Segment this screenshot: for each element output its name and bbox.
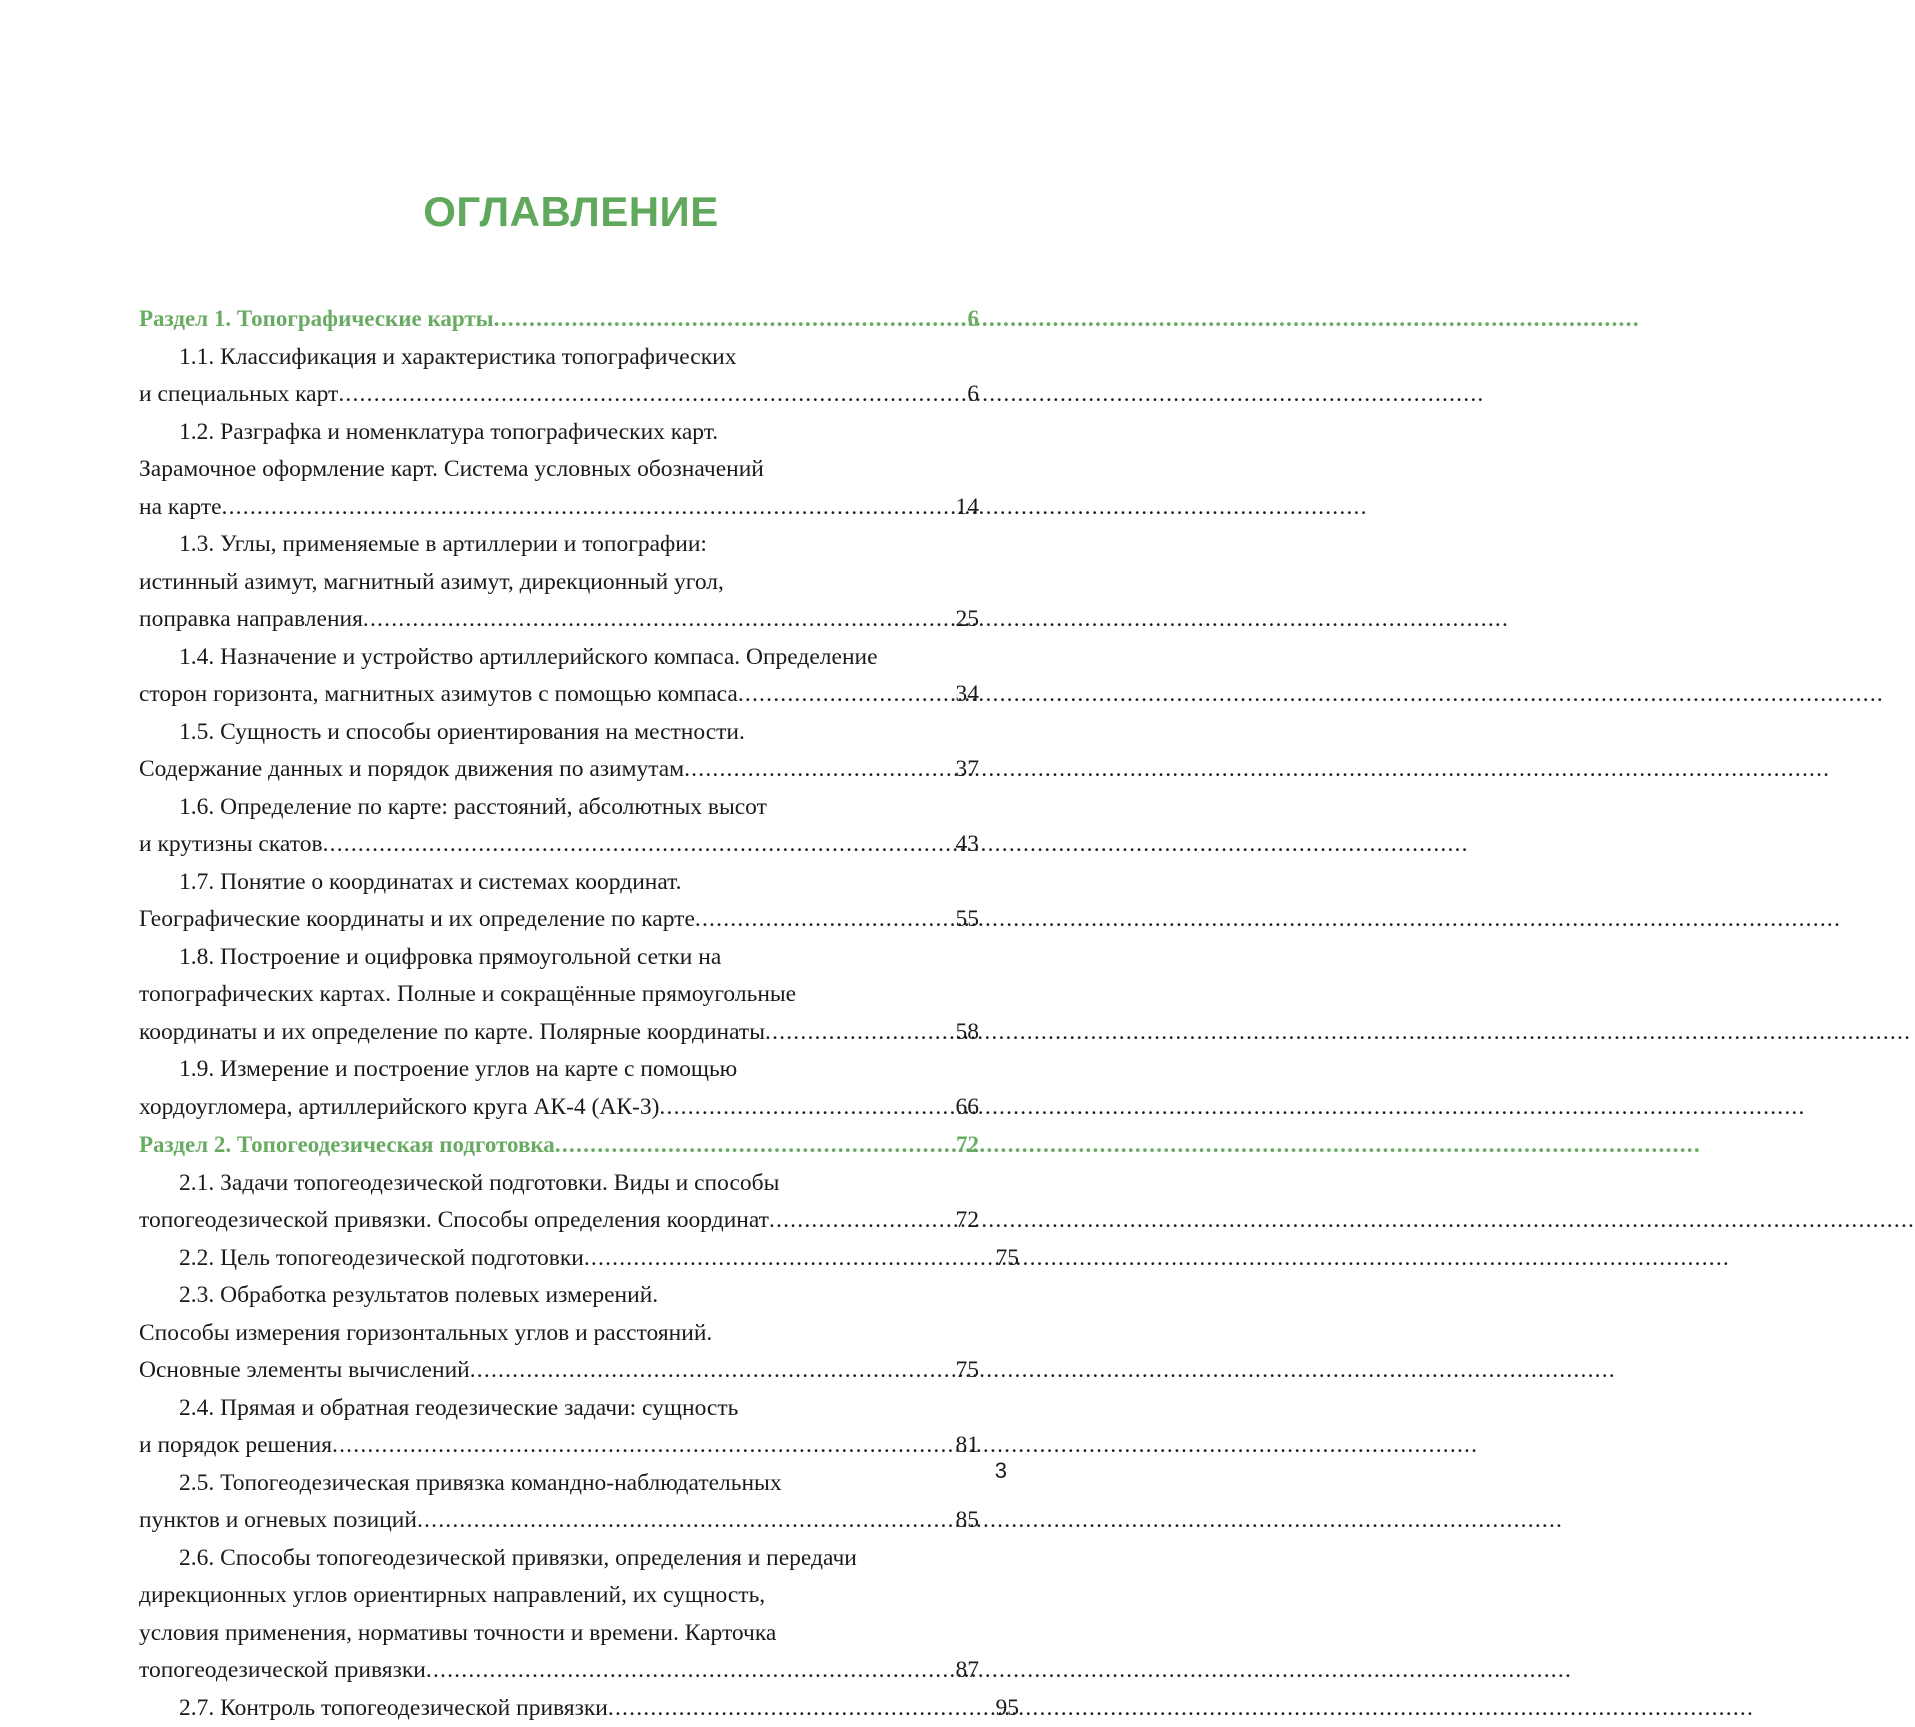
toc-line xyxy=(139,339,1019,377)
toc-line xyxy=(139,1202,979,1240)
toc-entry[interactable] xyxy=(139,526,979,639)
toc-entry-label: 1.5. Сущность и способы ориентирования на местности. xyxy=(179,714,745,752)
toc-entry-label: 2.4. Прямая и обратная геодезические задачи: сущность xyxy=(179,1390,738,1428)
toc-entry-label: 2.7. Контроль топогеодезической привязки xyxy=(179,1690,608,1727)
toc-entry-label: 1.1. Классификация и характеристика топографических xyxy=(179,339,736,377)
toc-page-number: 81 xyxy=(950,1427,979,1465)
toc-entry-label: 2.3. Обработка результатов полевых измерений. xyxy=(179,1277,658,1315)
leader-dots xyxy=(659,1089,950,1127)
toc-page-number: 25 xyxy=(950,601,979,639)
toc-entry-label: топогеодезической привязки. Способы определения координат xyxy=(139,1202,769,1240)
page-title: ОГЛАВЛЕНИЕ xyxy=(0,188,1142,236)
toc-page-number: 58 xyxy=(950,1014,979,1052)
toc-line xyxy=(139,976,979,1014)
toc-page-number: 75 xyxy=(950,1352,979,1390)
toc-entry-label: на карте xyxy=(139,489,222,527)
toc-line xyxy=(139,1240,1019,1278)
toc-entry-label: Основные элементы вычислений xyxy=(139,1352,470,1390)
toc-line xyxy=(139,1652,979,1690)
toc-entry[interactable] xyxy=(139,1540,979,1690)
toc-line xyxy=(139,751,979,789)
leader-dots xyxy=(494,301,950,339)
toc-entry-label: хордоугломера, артиллерийского круга АК-4 (АК-3) xyxy=(139,1089,659,1127)
toc-entry-label: Раздел 2. Топогеодезическая подготовка xyxy=(139,1126,555,1164)
toc-line xyxy=(139,1352,979,1390)
toc-entry-label: Географические координаты и их определение по карте xyxy=(139,901,695,939)
toc-entry-label: истинный азимут, магнитный азимут, дирекционный угол, xyxy=(139,564,724,602)
toc-line xyxy=(139,714,1019,752)
toc-line xyxy=(139,1577,979,1615)
toc-line xyxy=(139,1014,979,1052)
toc-page-number: 95 xyxy=(990,1690,1019,1727)
toc-entry-label: и крутизны скатов xyxy=(139,826,323,864)
toc-line xyxy=(139,414,1019,452)
toc-line xyxy=(139,1502,979,1540)
toc-entry[interactable] xyxy=(139,714,979,789)
toc-entry[interactable] xyxy=(139,1390,979,1465)
toc-entry-label: 2.5. Топогеодезическая привязка командно-наблюдательных xyxy=(179,1465,782,1503)
toc-entry-label: и специальных карт xyxy=(139,376,338,414)
toc-entry-label: пунктов и огневых позиций xyxy=(139,1502,417,1540)
toc-line xyxy=(139,1315,979,1353)
toc-entry-label: дирекционных углов ориентирных направлений, их сущность, xyxy=(139,1577,765,1615)
toc-entry[interactable] xyxy=(139,1277,979,1390)
toc-page-number: 72 xyxy=(950,1202,979,1240)
toc-line xyxy=(139,376,979,414)
toc-entry-label: 1.9. Измерение и построение углов на карте с помощью xyxy=(179,1051,737,1089)
toc-line xyxy=(139,564,979,602)
toc-entry[interactable] xyxy=(139,939,979,1052)
toc-entry-label: Зарамочное оформление карт. Система условных обозначений xyxy=(139,451,764,489)
toc-line xyxy=(139,1540,1019,1578)
leader-dots xyxy=(769,1202,950,1240)
toc-line xyxy=(139,1690,1019,1727)
toc-entry-label: 2.2. Цель топогеодезической подготовки xyxy=(179,1240,584,1278)
toc-line xyxy=(139,601,979,639)
toc-entry[interactable] xyxy=(139,864,979,939)
toc-entry-label: топографических картах. Полные и сокращённые прямоугольные xyxy=(139,976,796,1014)
leader-dots xyxy=(695,901,950,939)
toc-line xyxy=(139,1277,1019,1315)
leader-dots xyxy=(417,1502,950,1540)
toc-entry-label: Способы измерения горизонтальных углов и расстояний. xyxy=(139,1315,712,1353)
page-folio: 3 xyxy=(0,1458,1142,1484)
toc-line xyxy=(139,939,1019,977)
toc-entry[interactable] xyxy=(139,639,979,714)
toc-entry-label: и порядок решения xyxy=(139,1427,332,1465)
toc-entry-label: условия применения, нормативы точности и времени. Карточка xyxy=(139,1615,776,1653)
toc-line xyxy=(139,1126,979,1165)
leader-dots xyxy=(684,751,950,789)
toc-page-number: 6 xyxy=(950,376,979,414)
toc-line xyxy=(139,526,1019,564)
toc-line xyxy=(139,901,979,939)
leader-dots xyxy=(363,601,950,639)
toc-page-number: 85 xyxy=(950,1502,979,1540)
toc-line xyxy=(139,789,1019,827)
toc-line xyxy=(139,489,979,527)
toc-entry[interactable] xyxy=(139,414,979,527)
toc-line xyxy=(139,826,979,864)
toc-entry-label: 1.7. Понятие о координатах и системах координат. xyxy=(179,864,682,902)
leader-dots xyxy=(338,376,950,414)
toc-line xyxy=(139,451,979,489)
toc-line xyxy=(139,639,1019,677)
toc-entry-label: координаты и их определение по карте. Полярные координаты xyxy=(139,1014,765,1052)
toc-page-number: 55 xyxy=(950,901,979,939)
table-of-contents xyxy=(139,300,979,1727)
toc-page-number: 75 xyxy=(990,1240,1019,1278)
toc-entry[interactable] xyxy=(139,1165,979,1240)
toc-page-number: 34 xyxy=(950,676,979,714)
leader-dots xyxy=(470,1352,950,1390)
toc-line xyxy=(139,1615,979,1653)
toc-page-number: 6 xyxy=(950,300,979,338)
toc-entry[interactable] xyxy=(139,789,979,864)
toc-line xyxy=(139,1089,979,1127)
toc-entry-label: поправка направления xyxy=(139,601,363,639)
toc-entry[interactable] xyxy=(139,339,979,414)
leader-dots xyxy=(765,1014,950,1052)
toc-line xyxy=(139,676,979,714)
toc-entry-label: 1.3. Углы, применяемые в артиллерии и топографии: xyxy=(179,526,707,564)
toc-entry[interactable] xyxy=(139,1690,979,1727)
leader-dots xyxy=(608,1690,990,1727)
toc-section-header[interactable] xyxy=(139,1126,979,1165)
toc-entry-label: 2.1. Задачи топогеодезической подготовки. Виды и способы xyxy=(179,1165,779,1203)
toc-entry-label: 1.2. Разграфка и номенклатура топографических карт. xyxy=(179,414,718,452)
leader-dots xyxy=(222,489,950,527)
toc-line xyxy=(139,864,1019,902)
toc-entry-label: Содержание данных и порядок движения по азимутам xyxy=(139,751,684,789)
toc-line xyxy=(139,300,979,339)
toc-entry-label: Раздел 1. Топографические карты xyxy=(139,300,494,338)
toc-page-number: 43 xyxy=(950,826,979,864)
leader-dots xyxy=(323,826,950,864)
toc-entry-label: 2.6. Способы топогеодезической привязки, определения и передачи xyxy=(179,1540,857,1578)
toc-page-number: 72 xyxy=(950,1126,979,1164)
toc-entry-label: 1.8. Построение и оцифровка прямоугольной сетки на xyxy=(179,939,721,977)
toc-entry-label: сторон горизонта, магнитных азимутов с помощью компаса xyxy=(139,676,738,714)
toc-entry-label: топогеодезической привязки xyxy=(139,1652,426,1690)
toc-line xyxy=(139,1051,1019,1089)
leader-dots xyxy=(426,1652,950,1690)
leader-dots xyxy=(555,1127,950,1165)
toc-entry[interactable] xyxy=(139,1051,979,1126)
leader-dots xyxy=(584,1240,990,1278)
toc-page-number: 37 xyxy=(950,751,979,789)
toc-page-number: 87 xyxy=(950,1652,979,1690)
toc-section-header[interactable] xyxy=(139,300,979,339)
toc-line xyxy=(139,1390,1019,1428)
toc-line xyxy=(139,1165,1019,1203)
toc-entry-label: 1.4. Назначение и устройство артиллерийского компаса. Определение xyxy=(179,639,878,677)
toc-entry[interactable] xyxy=(139,1240,979,1278)
toc-page-number: 66 xyxy=(950,1089,979,1127)
leader-dots xyxy=(738,676,950,714)
toc-page-number: 14 xyxy=(950,489,979,527)
toc-entry-label: 1.6. Определение по карте: расстояний, абсолютных высот xyxy=(179,789,767,827)
